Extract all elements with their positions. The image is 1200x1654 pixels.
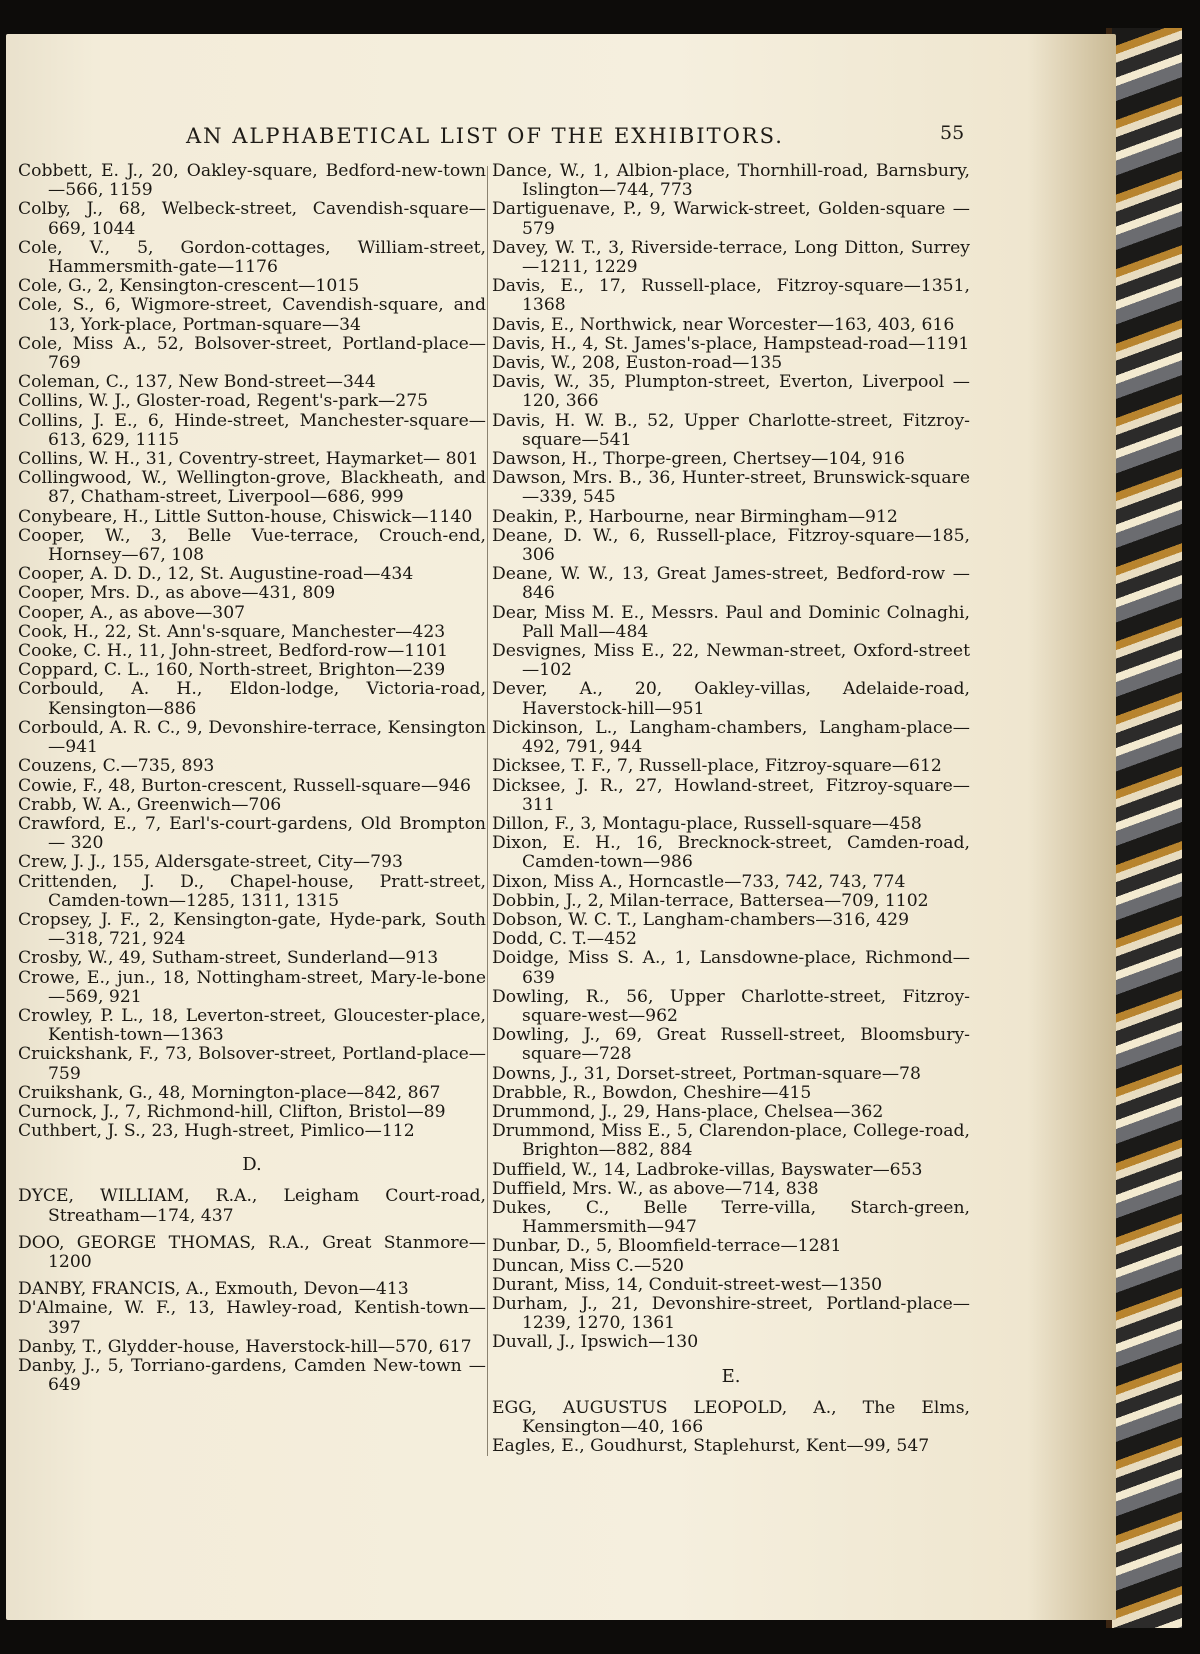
list-item: Crew, J. J., 155, Aldersgate-street, City—793 bbox=[18, 852, 403, 873]
list-item: Crabb, W. A., Greenwich—706 bbox=[18, 794, 282, 815]
list-item: Deakin, P., Harbourne, near Birmingham—912 bbox=[492, 506, 898, 527]
list-item: Couzens, C.—735, 893 bbox=[18, 756, 215, 777]
section-heading-d: D. bbox=[242, 1154, 262, 1176]
list-item: Cole, Miss A., 52, Bolsover-street, Portland-place— 769 bbox=[18, 333, 486, 374]
list-item: Cobbett, E. J., 20, Oakley-square, Bedford-new-town —566, 1159 bbox=[18, 161, 486, 201]
list-item: Danby, J., 5, Torriano-gardens, Camden New-town —649 bbox=[18, 1355, 486, 1396]
list-item: Duffield, Mrs. W., as above—714, 838 bbox=[492, 1178, 819, 1199]
right-column bbox=[492, 162, 970, 1456]
list-item: Davis, H. W. B., 52, Upper Charlotte-street, Fitzroy-square—541 bbox=[492, 410, 970, 450]
list-item: Davis, W., 35, Plumpton-street, Everton, Liverpool —120, 366 bbox=[492, 372, 970, 412]
list-item: Davis, E., Northwick, near Worcester—163, 403, 616 bbox=[492, 314, 955, 335]
list-item: Doidge, Miss S. A., 1, Lansdowne-place, Richmond— 639 bbox=[492, 948, 970, 988]
list-item: Cooper, A., as above—307 bbox=[18, 602, 246, 623]
list-item: Dillon, F., 3, Montagu-place, Russell-square—458 bbox=[492, 813, 922, 834]
list-item: Collins, W. H., 31, Coventry-street, Haymarket— 801 bbox=[18, 449, 479, 470]
list-item: Cook, H., 22, St. Ann's-square, Manchester—423 bbox=[18, 621, 446, 642]
list-item: Dixon, E. H., 16, Brecknock-street, Camden-road, Camden-town—986 bbox=[492, 833, 970, 873]
list-item: Cooper, Mrs. D., as above—431, 809 bbox=[18, 583, 336, 604]
running-head bbox=[0, 124, 1200, 154]
list-item: Dowling, R., 56, Upper Charlotte-street, Fitzroy-square-west—962 bbox=[492, 986, 970, 1026]
list-item: Durant, Miss, 14, Conduit-street-west—1350 bbox=[492, 1274, 883, 1295]
list-item: Cooke, C. H., 11, John-street, Bedford-row—1101 bbox=[18, 641, 449, 662]
list-item: Cole, G., 2, Kensington-crescent—1015 bbox=[18, 276, 360, 297]
list-item: Conybeare, H., Little Sutton-house, Chiswick—1140 bbox=[18, 506, 473, 527]
list-item: Dodd, C. T.—452 bbox=[492, 929, 637, 950]
list-item: Corbould, A. H., Eldon-lodge, Victoria-road, Kensington—886 bbox=[18, 679, 486, 719]
list-item: Dartiguenave, P., 9, Warwick-street, Golden-square —579 bbox=[492, 199, 970, 239]
list-item: Durham, J., 21, Devonshire-street, Portland-place— 1239, 1270, 1361 bbox=[492, 1293, 970, 1334]
page-number: 55 bbox=[940, 122, 965, 144]
list-item: Dever, A., 20, Oakley-villas, Adelaide-road, Haverstock-hill—951 bbox=[492, 679, 970, 719]
list-item: Dickinson, L., Langham-chambers, Langham-place— 492, 791, 944 bbox=[492, 717, 970, 758]
list-item: Dance, W., 1, Albion-place, Thornhill-road, Barnsbury, Islington—744, 773 bbox=[492, 161, 970, 201]
list-item: Davis, H., 4, St. James's-place, Hampstead-road—1191 bbox=[492, 333, 970, 354]
list-item: Dixon, Miss A., Horncastle—733, 742, 743, 774 bbox=[492, 871, 906, 892]
column-divider bbox=[487, 166, 488, 1456]
book-binding-edge bbox=[1106, 28, 1182, 1628]
list-item: Downs, J., 31, Dorset-street, Portman-square—78 bbox=[492, 1063, 921, 1084]
list-item: DYCE, WILLIAM, R.A., Leigham Court-road, Streatham—174, 437 bbox=[18, 1186, 486, 1226]
list-item: Crittenden, J. D., Chapel-house, Pratt-street, Camden-town—1285, 1311, 1315 bbox=[18, 871, 486, 911]
list-item: D'Almaine, W. F., 13, Hawley-road, Kentish-town— 397 bbox=[18, 1298, 486, 1338]
list-item: Dukes, C., Belle Terre-villa, Starch-green, Hammersmith—947 bbox=[492, 1197, 970, 1238]
list-item: Cruikshank, G., 48, Mornington-place—842, 867 bbox=[18, 1082, 441, 1103]
list-item: Deane, D. W., 6, Russell-place, Fitzroy-square—185, 306 bbox=[492, 525, 970, 566]
list-item: Dear, Miss M. E., Messrs. Paul and Dominic Colnaghi, Pall Mall—484 bbox=[492, 602, 970, 642]
list-item: Curnock, J., 7, Richmond-hill, Clifton, Bristol—89 bbox=[18, 1101, 446, 1122]
list-item: Deane, W. W., 13, Great James-street, Bedford-row —846 bbox=[492, 564, 970, 604]
list-item: Coleman, C., 137, New Bond-street—344 bbox=[18, 372, 376, 393]
list-item: Duvall, J., Ipswich—130 bbox=[492, 1332, 699, 1353]
list-item: Collingwood, W., Wellington-grove, Blackheath, and 87, Chatham-street, Liverpool—686, 999 bbox=[18, 468, 486, 508]
list-item: Collins, J. E., 6, Hinde-street, Manchester-square— 613, 629, 1115 bbox=[18, 410, 486, 450]
list-item: Cuthbert, J. S., 23, Hugh-street, Pimlico—112 bbox=[18, 1121, 415, 1142]
list-item: Crosby, W., 49, Sutham-street, Sunderland—913 bbox=[18, 948, 439, 969]
list-item: Davis, E., 17, Russell-place, Fitzroy-square—1351, 1368 bbox=[492, 276, 970, 316]
list-item: Dowling, J., 69, Great Russell-street, Bloomsbury-square—728 bbox=[492, 1025, 970, 1065]
list-item: EGG, AUGUSTUS LEOPOLD, A., The Elms, Kensington—40, 166 bbox=[492, 1397, 970, 1437]
list-item: Cooper, A. D. D., 12, St. Augustine-road—434 bbox=[18, 564, 414, 585]
list-item: Duffield, W., 14, Ladbroke-villas, Bayswater—653 bbox=[492, 1159, 923, 1180]
page-title: AN ALPHABETICAL LIST OF THE EXHIBITORS. bbox=[186, 124, 784, 148]
list-item: Colby, J., 68, Welbeck-street, Cavendish-square— 669, 1044 bbox=[18, 199, 486, 239]
list-item: Coppard, C. L., 160, North-street, Brighton—239 bbox=[18, 660, 446, 681]
list-item: Drummond, Miss E., 5, Clarendon-place, College-road, Brighton—882, 884 bbox=[492, 1121, 970, 1161]
list-item: Davey, W. T., 3, Riverside-terrace, Long Ditton, Surrey—1211, 1229 bbox=[492, 237, 970, 278]
list-item: Desvignes, Miss E., 22, Newman-street, Oxford-street —102 bbox=[492, 641, 970, 681]
list-item: Dawson, Mrs. B., 36, Hunter-street, Brunswick-square —339, 545 bbox=[492, 468, 970, 508]
left-column bbox=[18, 162, 486, 1395]
list-item: Collins, W. J., Gloster-road, Regent's-park—275 bbox=[18, 391, 429, 412]
list-item: DOO, GEORGE THOMAS, R.A., Great Stanmore— 1200 bbox=[18, 1232, 486, 1272]
list-item: Dicksee, J. R., 27, Howland-street, Fitzroy-square— 311 bbox=[492, 775, 970, 815]
list-item: Cole, V., 5, Gordon-cottages, William-street, Hammersmith-gate—1176 bbox=[18, 237, 486, 278]
list-item: Dobson, W. C. T., Langham-chambers—316, 429 bbox=[492, 909, 910, 930]
list-item: Cole, S., 6, Wigmore-street, Cavendish-square, and 13, York-place, Portman-square—34 bbox=[18, 295, 486, 335]
list-item: Duncan, Miss C.—520 bbox=[492, 1255, 684, 1276]
list-item: Crowley, P. L., 18, Leverton-street, Gloucester-place, Kentish-town—1363 bbox=[18, 1005, 486, 1046]
list-item: Dobbin, J., 2, Milan-terrace, Battersea—709, 1102 bbox=[492, 890, 929, 911]
list-item: Dawson, H., Thorpe-green, Chertsey—104, 916 bbox=[492, 449, 905, 470]
list-item: Crawford, E., 7, Earl's-court-gardens, Old Brompton— 320 bbox=[18, 813, 486, 854]
list-item: Davis, W., 208, Euston-road—135 bbox=[492, 353, 783, 374]
list-item: Crowe, E., jun., 18, Nottingham-street, Mary-le-bone —569, 921 bbox=[18, 967, 486, 1007]
list-item: Dicksee, T. F., 7, Russell-place, Fitzroy-square—612 bbox=[492, 756, 942, 777]
section-heading-e: E. bbox=[721, 1365, 741, 1387]
list-item: Cropsey, J. F., 2, Kensington-gate, Hyde-park, South —318, 721, 924 bbox=[18, 909, 486, 950]
list-item: Danby, T., Glydder-house, Haverstock-hill—570, 617 bbox=[18, 1336, 472, 1357]
list-item: Corbould, A. R. C., 9, Devonshire-terrace, Kensington —941 bbox=[18, 717, 486, 758]
list-item: Cooper, W., 3, Belle Vue-terrace, Crouch-end, Hornsey—67, 108 bbox=[18, 525, 486, 566]
list-item: Drabble, R., Bowdon, Cheshire—415 bbox=[492, 1082, 812, 1103]
list-item: Eagles, E., Goudhurst, Staplehurst, Kent—99, 547 bbox=[492, 1436, 930, 1456]
list-item: DANBY, FRANCIS, A., Exmouth, Devon—413 bbox=[18, 1279, 409, 1300]
list-item: Cowie, F., 48, Burton-crescent, Russell-square—946 bbox=[18, 775, 471, 796]
list-item: Drummond, J., 29, Hans-place, Chelsea—362 bbox=[492, 1101, 884, 1122]
list-item: Dunbar, D., 5, Bloomfield-terrace—1281 bbox=[492, 1236, 842, 1257]
list-item: Cruickshank, F., 73, Bolsover-street, Portland-place— 759 bbox=[18, 1044, 486, 1084]
